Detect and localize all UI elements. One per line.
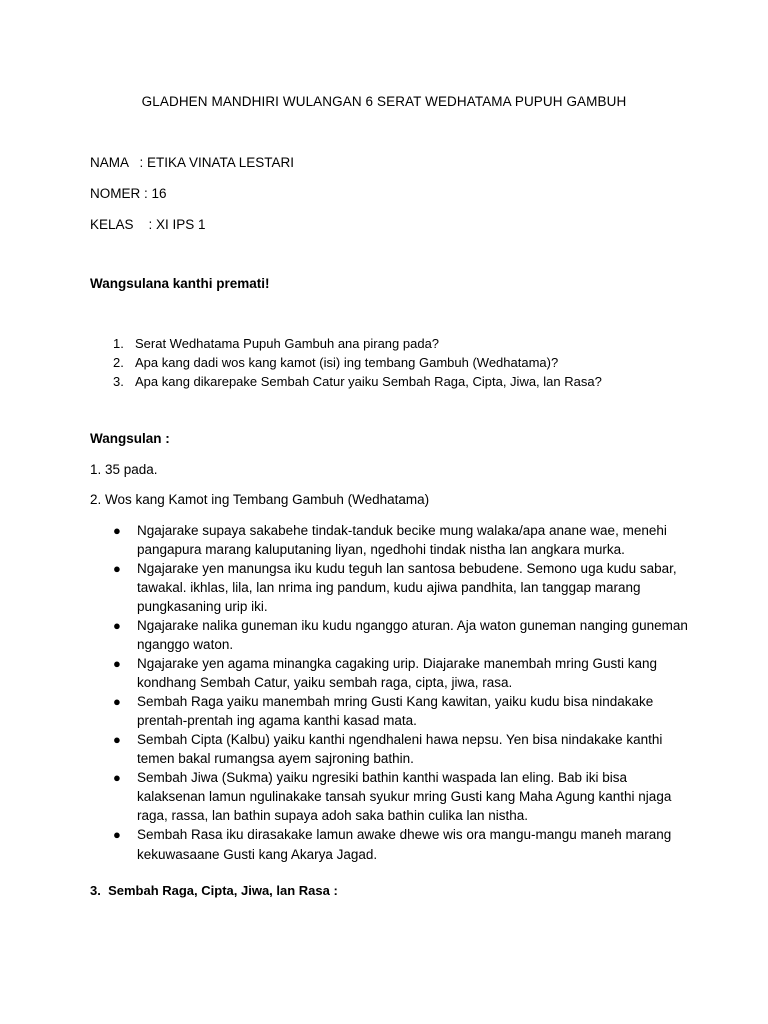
list-item [113,825,693,865]
question-text: Apa kang dadi wos kang kamot (isi) ing tembang Gambuh (Wedhatama)? [135,355,559,370]
question-number: 3. [113,374,124,389]
list-item [113,372,602,391]
answers-heading: Wangsulan : [90,431,170,446]
list-item [113,353,602,372]
list-item [113,692,693,730]
answer-3-heading: 3. Sembah Raga, Cipta, Jiwa, lan Rasa : [90,883,338,898]
list-item [113,521,693,559]
bullet-text: Sembah Raga yaiku manembah mring Gusti Kang kawitan, yaiku kudu bisa nindakake prentah-prentah ing agama kanthi kasad mata. [137,694,654,728]
answer-2-bullet-list [113,521,693,865]
question-list [113,334,602,391]
bullet-text: Ngajarake nalika guneman iku kudu nganggo aturan. Aja waton guneman nanging guneman nganggo waton. [137,618,688,652]
document-title: GLADHEN MANDHIRI WULANGAN 6 SERAT WEDHATAMA PUPUH GAMBUH [141,94,627,109]
bullet-text: Sembah Jiwa (Sukma) yaiku ngresiki bathin kanthi waspada lan eling. Bab iki bisa kalaksenan lamun ngulinakake tansah syukur mring Gusti kang Maha Agung kanthi njaga raga, rassa, lan bathin supaya adoh saka bathin culika lan nistha. [137,770,672,823]
instruction: Wangsulana kanthi premati! [90,276,270,291]
bullet-text: Ngajarake yen manungsa iku kudu teguh lan santosa bebudene. Semono uga kudu sabar, tawakal. ikhlas, lila, lan nrima ing pandum, kudu ajiwa pandhita, lan tanggap marang pungkasaning urip iki. [137,561,677,614]
name-line: NAMA : ETIKA VINATA LESTARI [90,155,295,170]
question-text: Serat Wedhatama Pupuh Gambuh ana pirang pada? [135,336,440,351]
bullet-icon: ● [113,656,121,671]
list-item [113,334,602,353]
question-text: Apa kang dikarepake Sembah Catur yaiku Sembah Raga, Cipta, Jiwa, lan Rasa? [135,374,602,389]
answer-1: 1. 35 pada. [90,462,158,477]
bullet-icon: ● [113,732,121,747]
bullet-text: Sembah Rasa iku dirasakake lamun awake dhewe wis ora mangu-mangu maneh marang kekuwasaane Gusti kang Akarya Jagad. [137,827,672,862]
list-item [113,654,693,692]
bullet-icon: ● [113,561,121,576]
class-line: KELAS : XI IPS 1 [90,217,206,232]
bullet-icon: ● [113,618,121,633]
bullet-icon: ● [113,827,121,842]
bullet-text: Ngajarake supaya sakabehe tindak-tanduk becike mung walaka/apa anane wae, menehi pangapura marang kaluputaning liyan, ngedhohi tindak nistha lan angkara murka. [137,523,667,557]
list-item [113,730,693,768]
bullet-text: Sembah Cipta (Kalbu) yaiku kanthi ngendhaleni hawa nepsu. Yen bisa nindakake kanthi temen bakal rumangsa ayem sajroning bathin. [137,732,663,766]
answer-2-heading: 2. Wos kang Kamot ing Tembang Gambuh (Wedhatama) [90,492,430,507]
list-item [113,559,693,616]
bullet-icon: ● [113,770,121,785]
number-line: NOMER : 16 [90,186,167,201]
list-item [113,616,693,654]
list-item [113,768,693,825]
bullet-text: Ngajarake yen agama minangka cagaking urip. Diajarake manembah mring Gusti kang kondhang Sembah Catur, yaiku sembah raga, cipta, jiwa, rasa. [137,656,658,690]
question-number: 2. [113,355,124,370]
question-number: 1. [113,336,124,351]
bullet-icon: ● [113,694,121,709]
bullet-icon: ● [113,523,121,538]
